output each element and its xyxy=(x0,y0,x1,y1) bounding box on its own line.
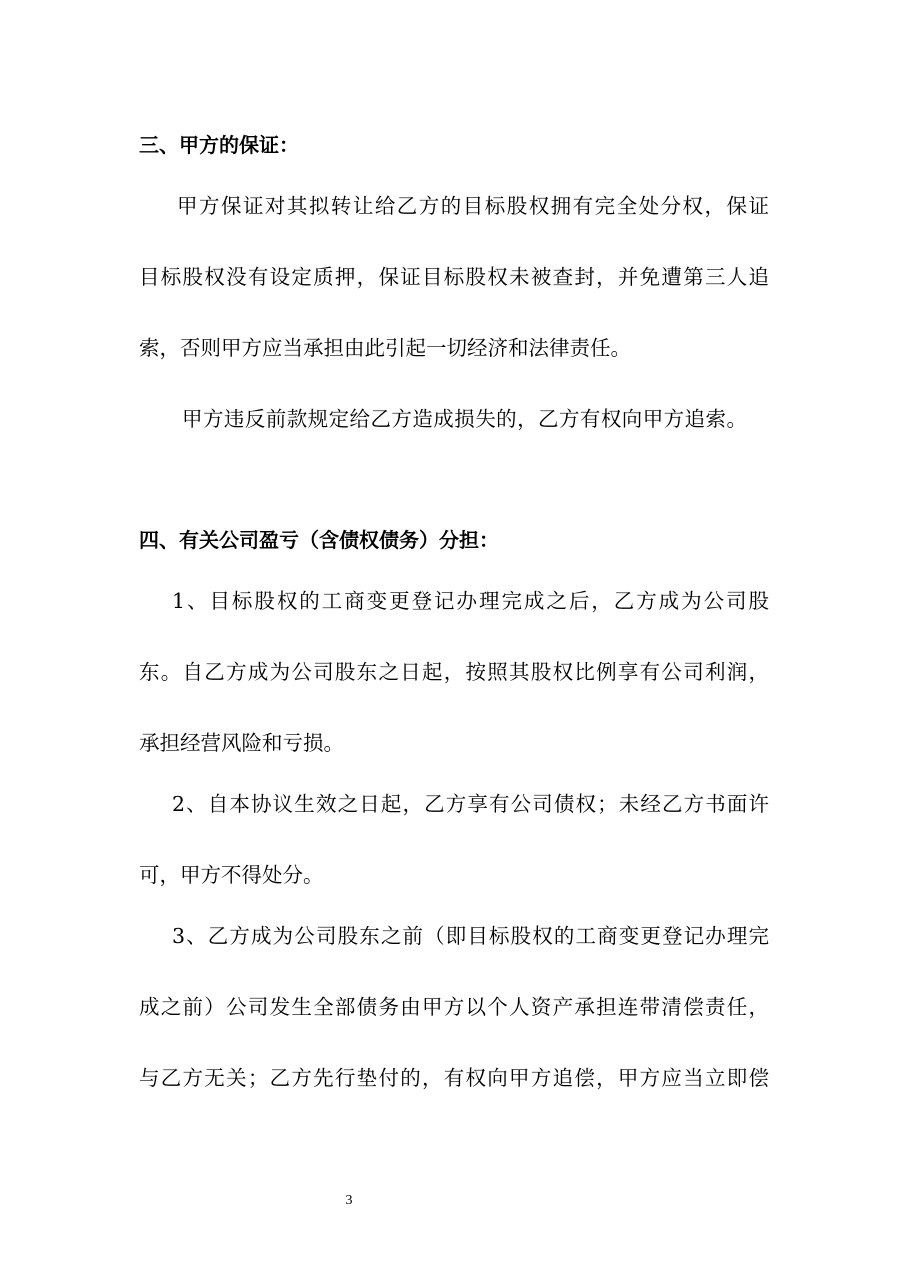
paragraph-line: 索，否则甲方应当承担由此引起一切经济和法律责任。 xyxy=(139,336,631,360)
paragraph-line: 东。自乙方成为公司股东之日起，按照其股权比例享有公司利润， xyxy=(139,660,769,684)
paragraph-line: 成之前）公司发生全部债务由甲方以个人资产承担连带清偿责任， xyxy=(139,995,769,1019)
paragraph-line: 2、自本协议生效之日起，乙方享有公司债权；未经乙方书面许 xyxy=(172,792,769,816)
paragraph-line: 与乙方无关；乙方先行垫付的，有权向甲方追偿，甲方应当立即偿 xyxy=(139,1066,769,1090)
paragraph-line: 目标股权没有设定质押，保证目标股权未被查封，并免遭第三人追 xyxy=(139,265,769,289)
paragraph-line: 1、目标股权的工商变更登记办理完成之后，乙方成为公司股 xyxy=(172,589,769,613)
section-heading-profit-loss: 四、有关公司盈亏（含债权债务）分担： xyxy=(139,528,499,552)
section-heading-guarantee: 三、甲方的保证： xyxy=(139,133,299,157)
paragraph-line: 承担经营风险和亏损。 xyxy=(139,731,344,755)
paragraph-line: 甲方违反前款规定给乙方造成损失的，乙方有权向甲方追索。 xyxy=(182,407,747,431)
paragraph-line: 甲方保证对其拟转让给乙方的目标股权拥有完全处分权，保证 xyxy=(177,194,769,218)
paragraph-line: 3、乙方成为公司股东之前（即目标股权的工商变更登记办理完 xyxy=(172,924,769,948)
paragraph-line: 可，甲方不得处分。 xyxy=(139,863,324,887)
page-number: 3 xyxy=(345,1193,353,1208)
